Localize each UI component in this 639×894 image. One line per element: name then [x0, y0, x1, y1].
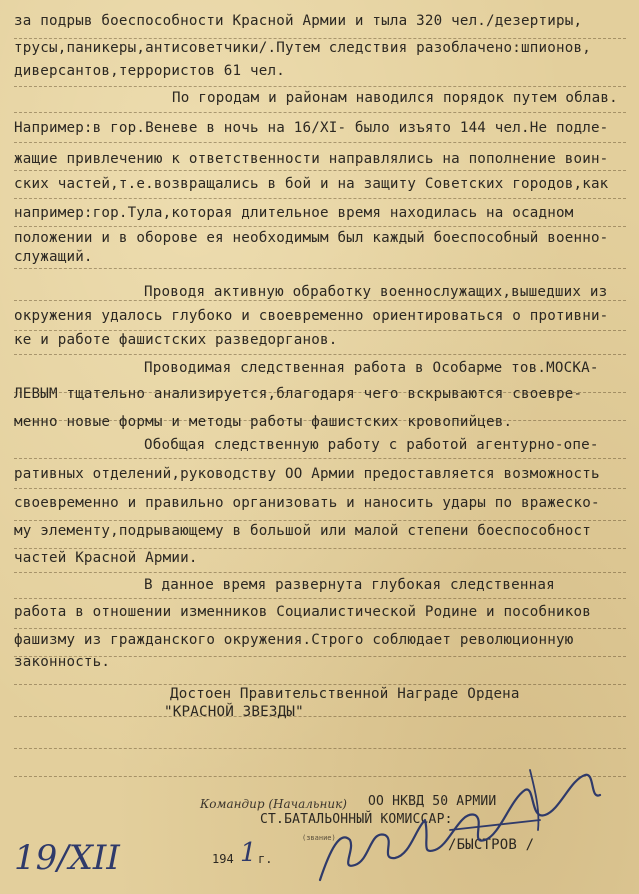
ruling-line	[14, 628, 626, 629]
ruling-line	[14, 716, 626, 717]
body-line: Например:в гор.Веневе в ночь на 16/XI- было изъято 144 чел.Не подле-	[14, 120, 609, 136]
ruling-line	[14, 170, 626, 171]
ruling-line	[14, 354, 626, 355]
ruling-line	[14, 598, 626, 599]
body-line: ских частей,т.е.возвращались в бой и на защиту Советских городов,как	[14, 176, 609, 192]
body-line: своевременно и правильно организовать и наносить удары по вражеско-	[14, 495, 600, 511]
position-caption: (звание)	[302, 834, 336, 842]
body-line: за подрыв боеспособности Красной Армии и тыла 320 чел./дезертиры,	[14, 13, 583, 29]
commander-unit: ОО НКВД 50 АРМИИ	[368, 794, 497, 809]
body-line: фашизму из гражданского окружения.Строго соблюдает революционную	[14, 632, 574, 648]
body-line: жащие привлечению к ответственности направлялись на пополнение воин-	[14, 151, 609, 167]
body-line: положении и в оборове ея необходимым был каждый боеспособный военно-	[14, 230, 609, 246]
body-line: Проводя активную обработку военнослужащих,вышедших из	[144, 284, 608, 300]
ruling-line	[14, 572, 626, 573]
body-line: му элементу,подрывающему в большой или малой степени боеспособност	[14, 523, 591, 539]
ruling-line	[14, 488, 626, 489]
body-line: Обобщая следственную работу с работой агентурно-опе-	[144, 437, 599, 453]
ruling-line	[14, 112, 626, 113]
body-line: диверсантов,террористов 61 чел.	[14, 63, 285, 79]
ruling-line	[14, 458, 626, 459]
ruling-line	[14, 268, 626, 269]
body-line: служащий.	[14, 249, 93, 265]
year-abbrev: г.	[258, 852, 273, 866]
handwritten-date: 19/XII	[14, 838, 120, 878]
body-line: Проводимая следственная работа в Особарме тов.МОСКА-	[144, 360, 599, 376]
signer-name: /БЫСТРОВ /	[448, 837, 535, 853]
rank-line: СТ.БАТАЛЬОННЫЙ КОМИССАР:	[260, 812, 453, 827]
body-line: например:гор.Тула,которая длительное время находилась на осадном	[14, 205, 574, 221]
body-line: законность.	[14, 654, 111, 670]
body-line: ративных отделений,руководству ОО Армии предоставляется возможность	[14, 466, 600, 482]
ruling-line	[14, 198, 626, 199]
award-title: "КРАСНОЙ ЗВЕЗДЫ"	[164, 704, 304, 720]
ruling-line	[14, 520, 626, 521]
year-prefix: 194	[212, 852, 234, 866]
body-line: ке и работе фашистских разведорганов.	[14, 332, 338, 348]
ruling-line	[14, 748, 626, 749]
ruling-line	[14, 142, 626, 143]
ruling-line	[14, 86, 626, 87]
signature-icon	[300, 760, 620, 890]
body-line: работа в отношении изменников Социалистической Родине и пособников	[14, 604, 591, 620]
commander-label: Командир (Начальник)	[200, 797, 347, 811]
body-line: В данное время развернута глубокая следственная	[144, 577, 555, 593]
body-line: окружения удалось глубоко и своевременно ориентироваться о противни-	[14, 308, 609, 324]
body-line: частей Красной Армии.	[14, 550, 198, 566]
body-line: менно новые формы и методы работы фашистских кровопийцев.	[14, 414, 513, 430]
year-suffix-handwritten: 1	[240, 838, 257, 868]
body-line: ЛЕВЫМ тщательно анализируется,благодаря чего вскрываются своевре-	[14, 386, 583, 402]
award-line: Достоен Правительственной Награде Ордена	[170, 686, 520, 702]
body-line: По городам и районам наводился порядок путем облав.	[172, 90, 618, 106]
body-line: трусы,паникеры,антисоветчики/.Путем следствия разоблачено:шпионов,	[14, 40, 591, 56]
ruling-line	[14, 226, 626, 227]
